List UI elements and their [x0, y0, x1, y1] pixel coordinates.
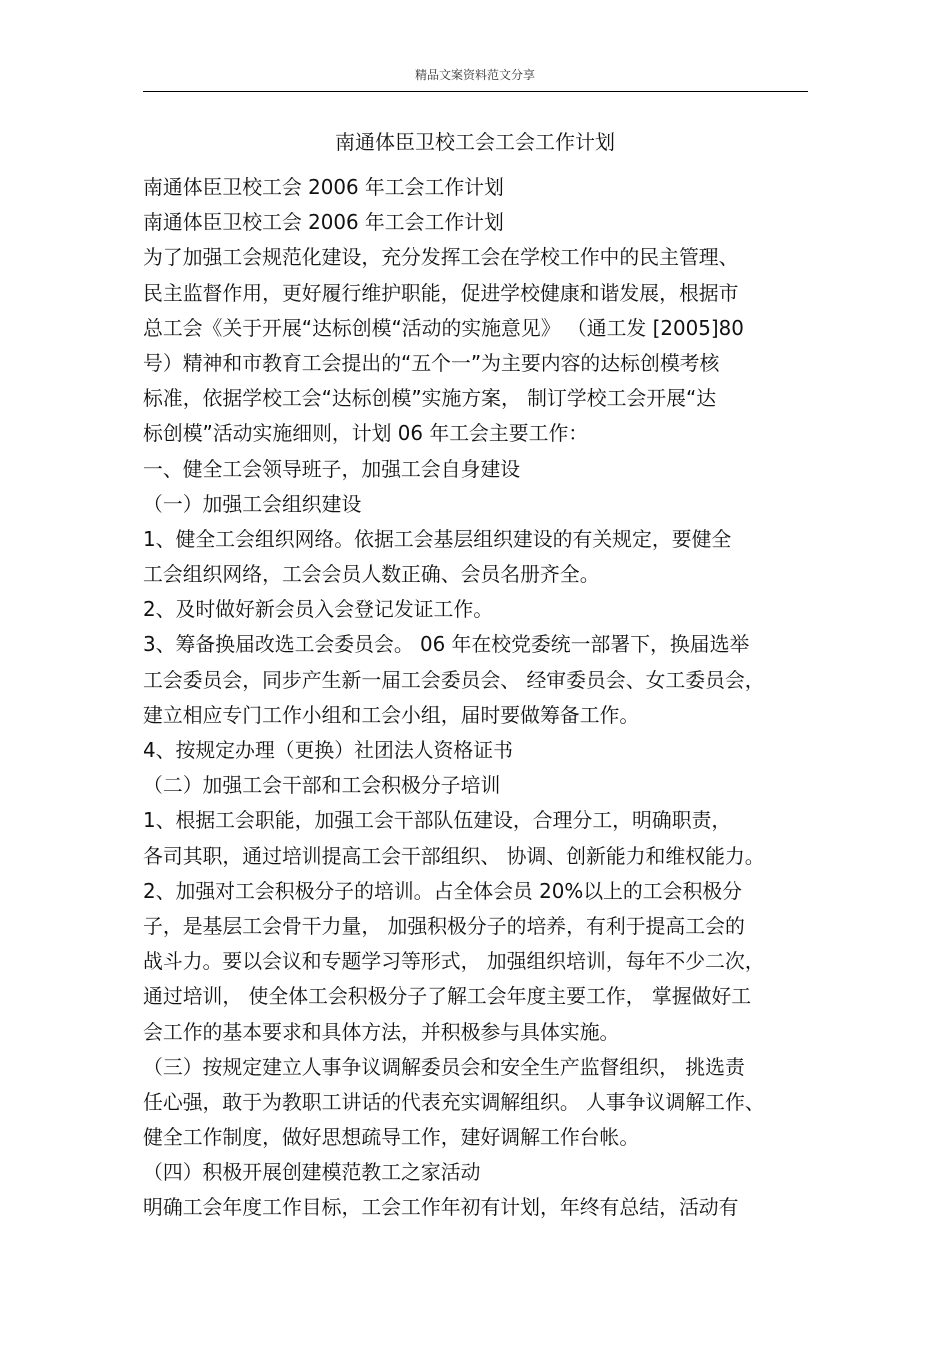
body-line: 会工作的基本要求和具体方法，并积极参与具体实施。 — [143, 1019, 620, 1044]
subsection-heading: （二）加强工会干部和工会积极分子培训 — [143, 773, 501, 798]
body-line: 为了加强工会规范化建设，充分发挥工会在学校工作中的民主管理、 — [143, 245, 739, 270]
body-line: 南通体臣卫校工会 2006 年工会工作计划 — [143, 175, 504, 199]
section-heading: 一、健全工会领导班子，加强工会自身建设 — [143, 456, 521, 481]
body-line: 2、加强对工会积极分子的培训。占全体会员 20%以上的工会积极分 — [143, 878, 743, 903]
body-line: 号）精神和市教育工会提出的“五个一”为主要内容的达标创模考核 — [143, 350, 720, 375]
body-line: 南通体臣卫校工会 2006 年工会工作计划 — [143, 210, 504, 235]
body-line: 民主监督作用，更好履行维护职能，促进学校健康和谐发展，根据市 — [143, 280, 739, 305]
body-line: 标创模”活动实施细则，计划 06 年工会主要工作： — [143, 421, 589, 446]
body-line: 工会委员会，同步产生新一届工会委员会、 经审委员会、女工委员会， — [143, 667, 765, 692]
body-line: 各司其职，通过培训提高工会干部组织、 协调、创新能力和维权能力。 — [143, 843, 765, 868]
body-line: 子，是基层工会骨干力量， 加强积极分子的培养，有利于提高工会的 — [143, 913, 745, 938]
subsection-heading: （一）加强工会组织建设 — [143, 491, 362, 516]
body-line: 2、及时做好新会员入会登记发证工作。 — [143, 597, 494, 622]
subsection-heading: （三）按规定建立人事争议调解委员会和安全生产监督组织， 挑选责 — [143, 1054, 745, 1079]
body-line: 1、健全工会组织网络。依据工会基层组织建设的有关规定，要健全 — [143, 526, 732, 551]
body-line: 任心强，敢于为教职工讲话的代表充实调解组织。 人事争议调解工作、 — [143, 1089, 765, 1114]
body-line: 1、根据工会职能，加强工会干部队伍建设，合理分工，明确职责， — [143, 808, 732, 833]
body-line: 明确工会年度工作目标，工会工作年初有计划，年终有总结，活动有 — [143, 1195, 739, 1220]
body-line: 战斗力。要以会议和专题学习等形式， 加强组织培训，每年不少二次， — [143, 949, 765, 974]
body-line: 通过培训， 使全体工会积极分子了解工会年度主要工作， 掌握做好工 — [143, 984, 752, 1009]
body-line: 3、筹备换届改选工会委员会。 06 年在校党委统一部署下，换届选举 — [143, 632, 750, 657]
body-line: 4、按规定办理（更换）社团法人资格证书 — [143, 738, 513, 762]
body-line: 建立相应专门工作小组和工会小组，届时要做筹备工作。 — [143, 702, 640, 727]
page-header: 精品文案资料范文分享 — [414, 68, 535, 82]
body-line: 健全工作制度，做好思想疏导工作，建好调解工作台帐。 — [143, 1125, 640, 1150]
subsection-heading: （四）积极开展创建模范教工之家活动 — [143, 1160, 481, 1185]
body-line: 标准，依据学校工会“达标创模”实施方案， 制订学校工会开展“达 — [143, 386, 717, 411]
body-line: 工会组织网络，工会会员人数正确、会员名册齐全。 — [143, 562, 600, 587]
body-line: 总工会《关于开展“达标创模“活动的实施意见》 （通工发 [2005]80 — [143, 315, 744, 340]
document-body — [143, 170, 813, 1226]
document-title: 南通体臣卫校工会工会工作计划 — [335, 130, 615, 154]
header-divider — [143, 91, 808, 92]
